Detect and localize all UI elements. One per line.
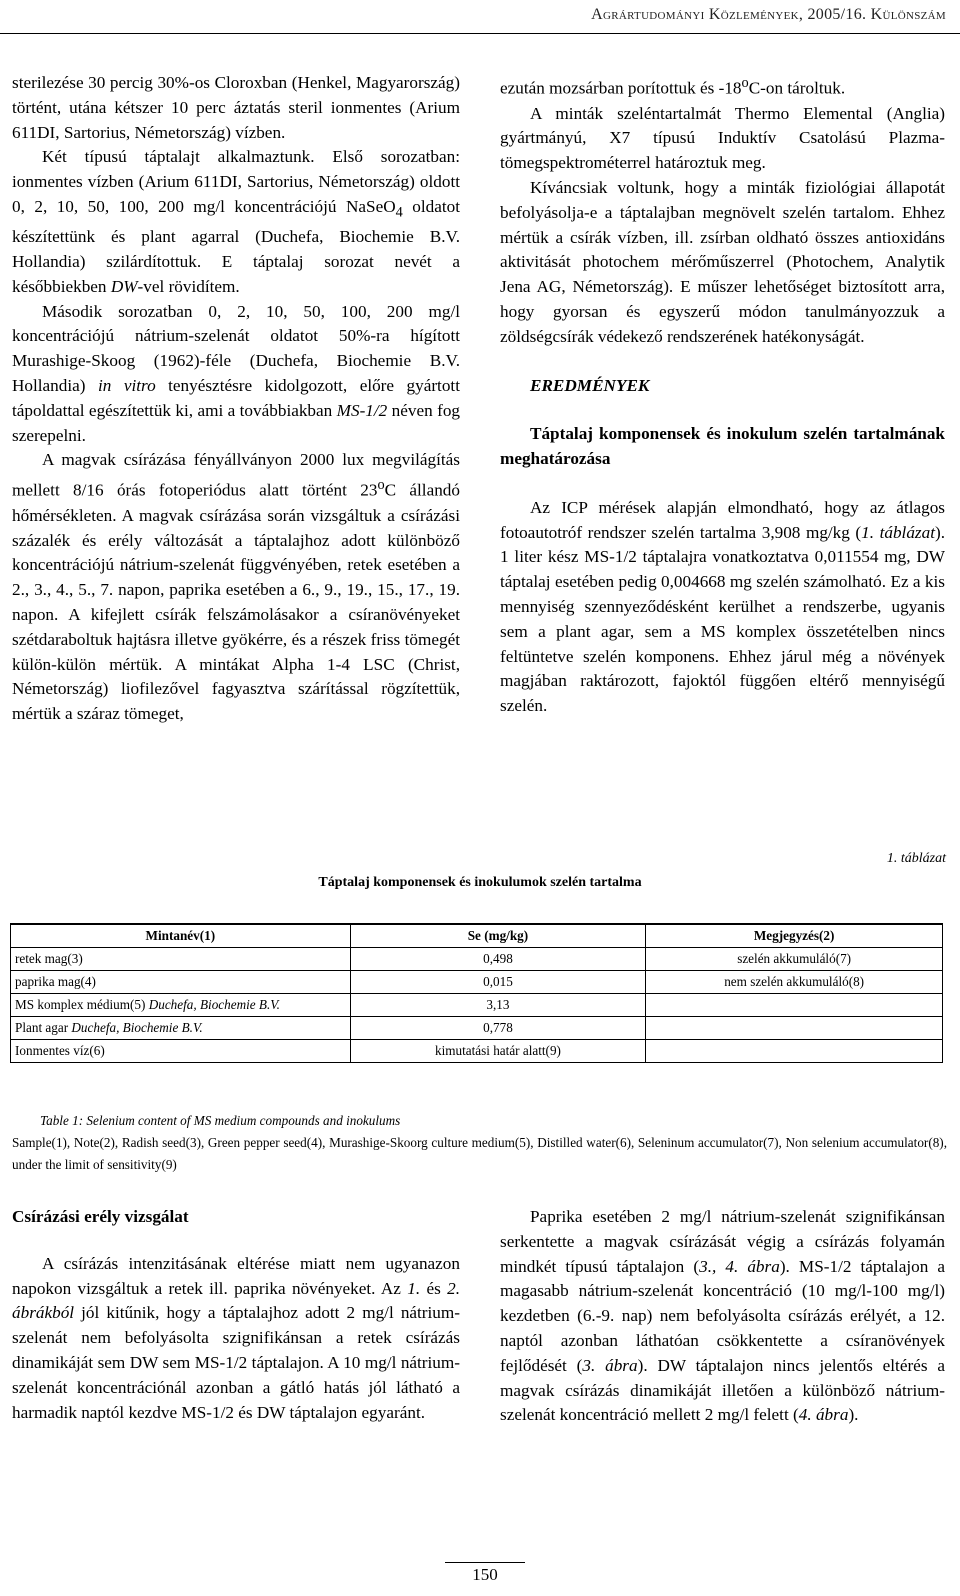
caption-body: Sample(1), Note(2), Radish seed(3), Green pepper seed(4), Murashige-Skoorg culture medium(5), Distilled water(6), Seleninum accumulator(7), Non selenium accumulator(8), under the limit of sensitivity(9) xyxy=(12,1135,947,1172)
table-row xyxy=(11,1040,943,1063)
right-column-bottom xyxy=(500,1205,945,1428)
selenium-table xyxy=(10,923,943,1063)
paragraph: A csírázás intenzitásának eltérése miatt nem ugyanazon napokon vizsgáltuk a retek ill. paprika növényeket. Az 1. és 2. ábrákból jól kitűnik, hogy a táptalajhoz adott 2 mg/l nátrium-szelenát nem befolyásolta szignifikánsan a retek csírázás dinamikáját sem DW sem MS-1/2 táptalajon. A 10 mg/l nátrium-szelenát koncentrációnál azonban a gátló hatás jól látható a harmadik naptól kezdve MS-1/2 és DW táptalajon egyaránt. xyxy=(12,1253,460,1422)
column-header: Mintanév(1) xyxy=(11,924,351,948)
page-footer xyxy=(445,1562,525,1585)
paragraph: A minták szeléntartalmát Thermo Elemental (Anglia) gyártmányú, X7 típusú Induktív Csatolású Plazma-tömegspektrométerrel határoztuk meg. xyxy=(500,103,945,173)
note-cell: szelén akkumuláló(7) xyxy=(646,948,943,971)
sample-name-cell: Ionmentes víz(6) xyxy=(11,1040,351,1063)
se-value-cell: 3,13 xyxy=(350,994,646,1017)
note-cell xyxy=(646,1017,943,1040)
se-value-cell: 0,778 xyxy=(350,1017,646,1040)
table-row xyxy=(11,971,943,994)
left-column-bottom xyxy=(12,1205,460,1425)
table-label: 1. táblázat xyxy=(886,851,946,866)
se-value-cell: 0,498 xyxy=(350,948,646,971)
table-caption xyxy=(12,1110,947,1176)
page-number: 150 xyxy=(472,1565,498,1584)
paragraph: ezután mozsárban porítottuk és -18$^o$C-on tároltuk. xyxy=(500,75,846,98)
paragraph: Kíváncsiak voltunk, hogy a minták fiziológiai állapotát befolyásolja-e a táptalajban megnövelt szelén tartalom. Ehhez mértük a csírák vízben, ill. zsírban oldható összes antioxidáns aktivitását photochem mérőműszerrel (Photochem, Analytik Jena AG, Németország). E műszer lehetőséget biztosított arra, hogy gyorsan és egyszerű módon tanulmányozzuk a zöldségcsírák védekező rendszerének hatékonyságát. xyxy=(500,177,945,346)
sample-name-cell: Plant agar Duchefa, Biochemie B.V. xyxy=(11,1017,351,1040)
left-column-top xyxy=(12,71,460,727)
paragraph: A magvak csírázása fényállványon 2000 lux megvilágítás mellett 8/16 órás fotoperiódus alatt történt 23$^o$C állandó hőmérsékleten. A magvak csírázása során vizsgáltuk a csírázási százalék és erély változását a táptalajhoz adott különböző koncentrációjú nátrium-szelenát függvényében, retek esetében a 2., 3., 4., 5., 7. napon, paprika esetében a 6., 9., 19., 15., 17., 19. napon. A kifejlett csírák felszámolásakor a csíranövényeket szétdaraboltuk hajtásra illetve gyökérre, és a részek friss tömegét külön-külön mértük. A mintákat Alpha 1-4 LSC (Christ, Németország) liofilezővel fagyasztva szárítással rögzítettük, mértük a száraz tömeget, xyxy=(12,450,460,724)
paragraph: Két típusú táptalajt alkalmaztunk. Első sorozatban: ionmentes vízben (Arium 611DI, Sartorius, Németország) oldott 0, 2, 10, 50, 100, 200 mg/l koncentrációjú NaSeO$_4$ oldatot készítettünk és plant agarral (Duchefa, Biochemie B.V. Hollandia) szilárdítottuk. E táptalaj sorozat nevét a későbbiekben DW-vel rövidítem. xyxy=(12,147,460,296)
se-value-cell: 0,015 xyxy=(350,971,646,994)
subsection-title: Táptalaj komponensek és inokulum szelén tartalmának meghatározása xyxy=(500,424,945,469)
column-header: Se (mg/kg) xyxy=(350,924,646,948)
subsection-heading: Csírázási erély vizsgálat xyxy=(12,1207,189,1226)
sample-name-cell: retek mag(3) xyxy=(11,948,351,971)
table-row xyxy=(11,994,943,1017)
note-cell xyxy=(646,994,943,1017)
paragraph: Az ICP mérések alapján elmondható, hogy az átlagos fotoautotróf rendszer szelén tartalma 3,908 mg/kg (1. táblázat). 1 liter kész MS-1/2 táptalajra vonatkoztatva 0,011554 mg, DW táptalaj esetében pedig 0,004668 mg szelén számolható. Ez a kis mennyiség szennyeződésként kerülhet a rendszerbe, ugyanis sem a plant agar, sem a MS komplex összetételben nincs feltüntetve szelén komponens. Ehhez járul még a növények magjában raktározott, fajoktól függően eltérő mennyiségű szelén. xyxy=(500,497,945,716)
sample-name-cell: MS komplex médium(5) Duchefa, Biochemie B.V. xyxy=(11,994,351,1017)
sample-name-cell: paprika mag(4) xyxy=(11,971,351,994)
right-column-top xyxy=(500,71,945,719)
table-row xyxy=(11,948,943,971)
note-cell: nem szelén akkumuláló(8) xyxy=(646,971,943,994)
table-title: Táptalaj komponensek és inokulumok szelén tartalma xyxy=(318,875,642,890)
table-row xyxy=(11,1017,943,1040)
section-title: EREDMÉNYEK xyxy=(530,375,650,395)
note-cell xyxy=(646,1040,943,1063)
se-value-cell: kimutatási határ alatt(9) xyxy=(350,1040,646,1063)
column-header: Megjegyzés(2) xyxy=(646,924,943,948)
running-header xyxy=(0,0,960,34)
paragraph: Második sorozatban 0, 2, 10, 50, 100, 200 mg/l koncentrációjú nátrium-szelenát oldatot 50%-ra hígított Murashige-Skoog (1962)-féle (Duchefa, Biochemie B.V. Hollandia) in vitro tenyésztésre kidolgozott, előre gyártott tápoldattal egészítettük ki, ami a továbbiakban MS-1/2 néven fog szerepelni. xyxy=(12,301,461,445)
paragraph: sterilezése 30 percig 30%-os Cloroxban (Henkel, Magyarország) történt, utána kétszer 10 perc áztatás steril ionmentes (Arium 611DI, Sartorius, Németország) vízben. xyxy=(12,73,460,142)
paragraph: Paprika esetében 2 mg/l nátrium-szelenát szignifikánsan serkentette a magvak csírázását végig a csírázás folyamán mindkét típusú táptalajon (3., 4. ábra). MS-1/2 táptalajon a magasabb nátrium-szelenát koncentráció (10 mg/l-100 mg/l) kezdetben (6.-9. nap) nem befolyásolta csírázás erélyét, a 12. naptól azonban láthatóan csökkentette a csíranövények fejlődését (3. ábra). DW táptalajon nincs jelentős eltérés a magvak csírázás dinamikáját illetően a különböző nátrium-szelenát koncentráció mellett 2 mg/l felett (4. ábra). xyxy=(500,1207,945,1425)
journal-title: Agrártudományi Közlemények, 2005/16. Különszám xyxy=(591,6,946,23)
caption-title: Table 1: Selenium content of MS medium compounds and inokulums xyxy=(40,1113,401,1128)
table-header-row xyxy=(11,924,943,948)
